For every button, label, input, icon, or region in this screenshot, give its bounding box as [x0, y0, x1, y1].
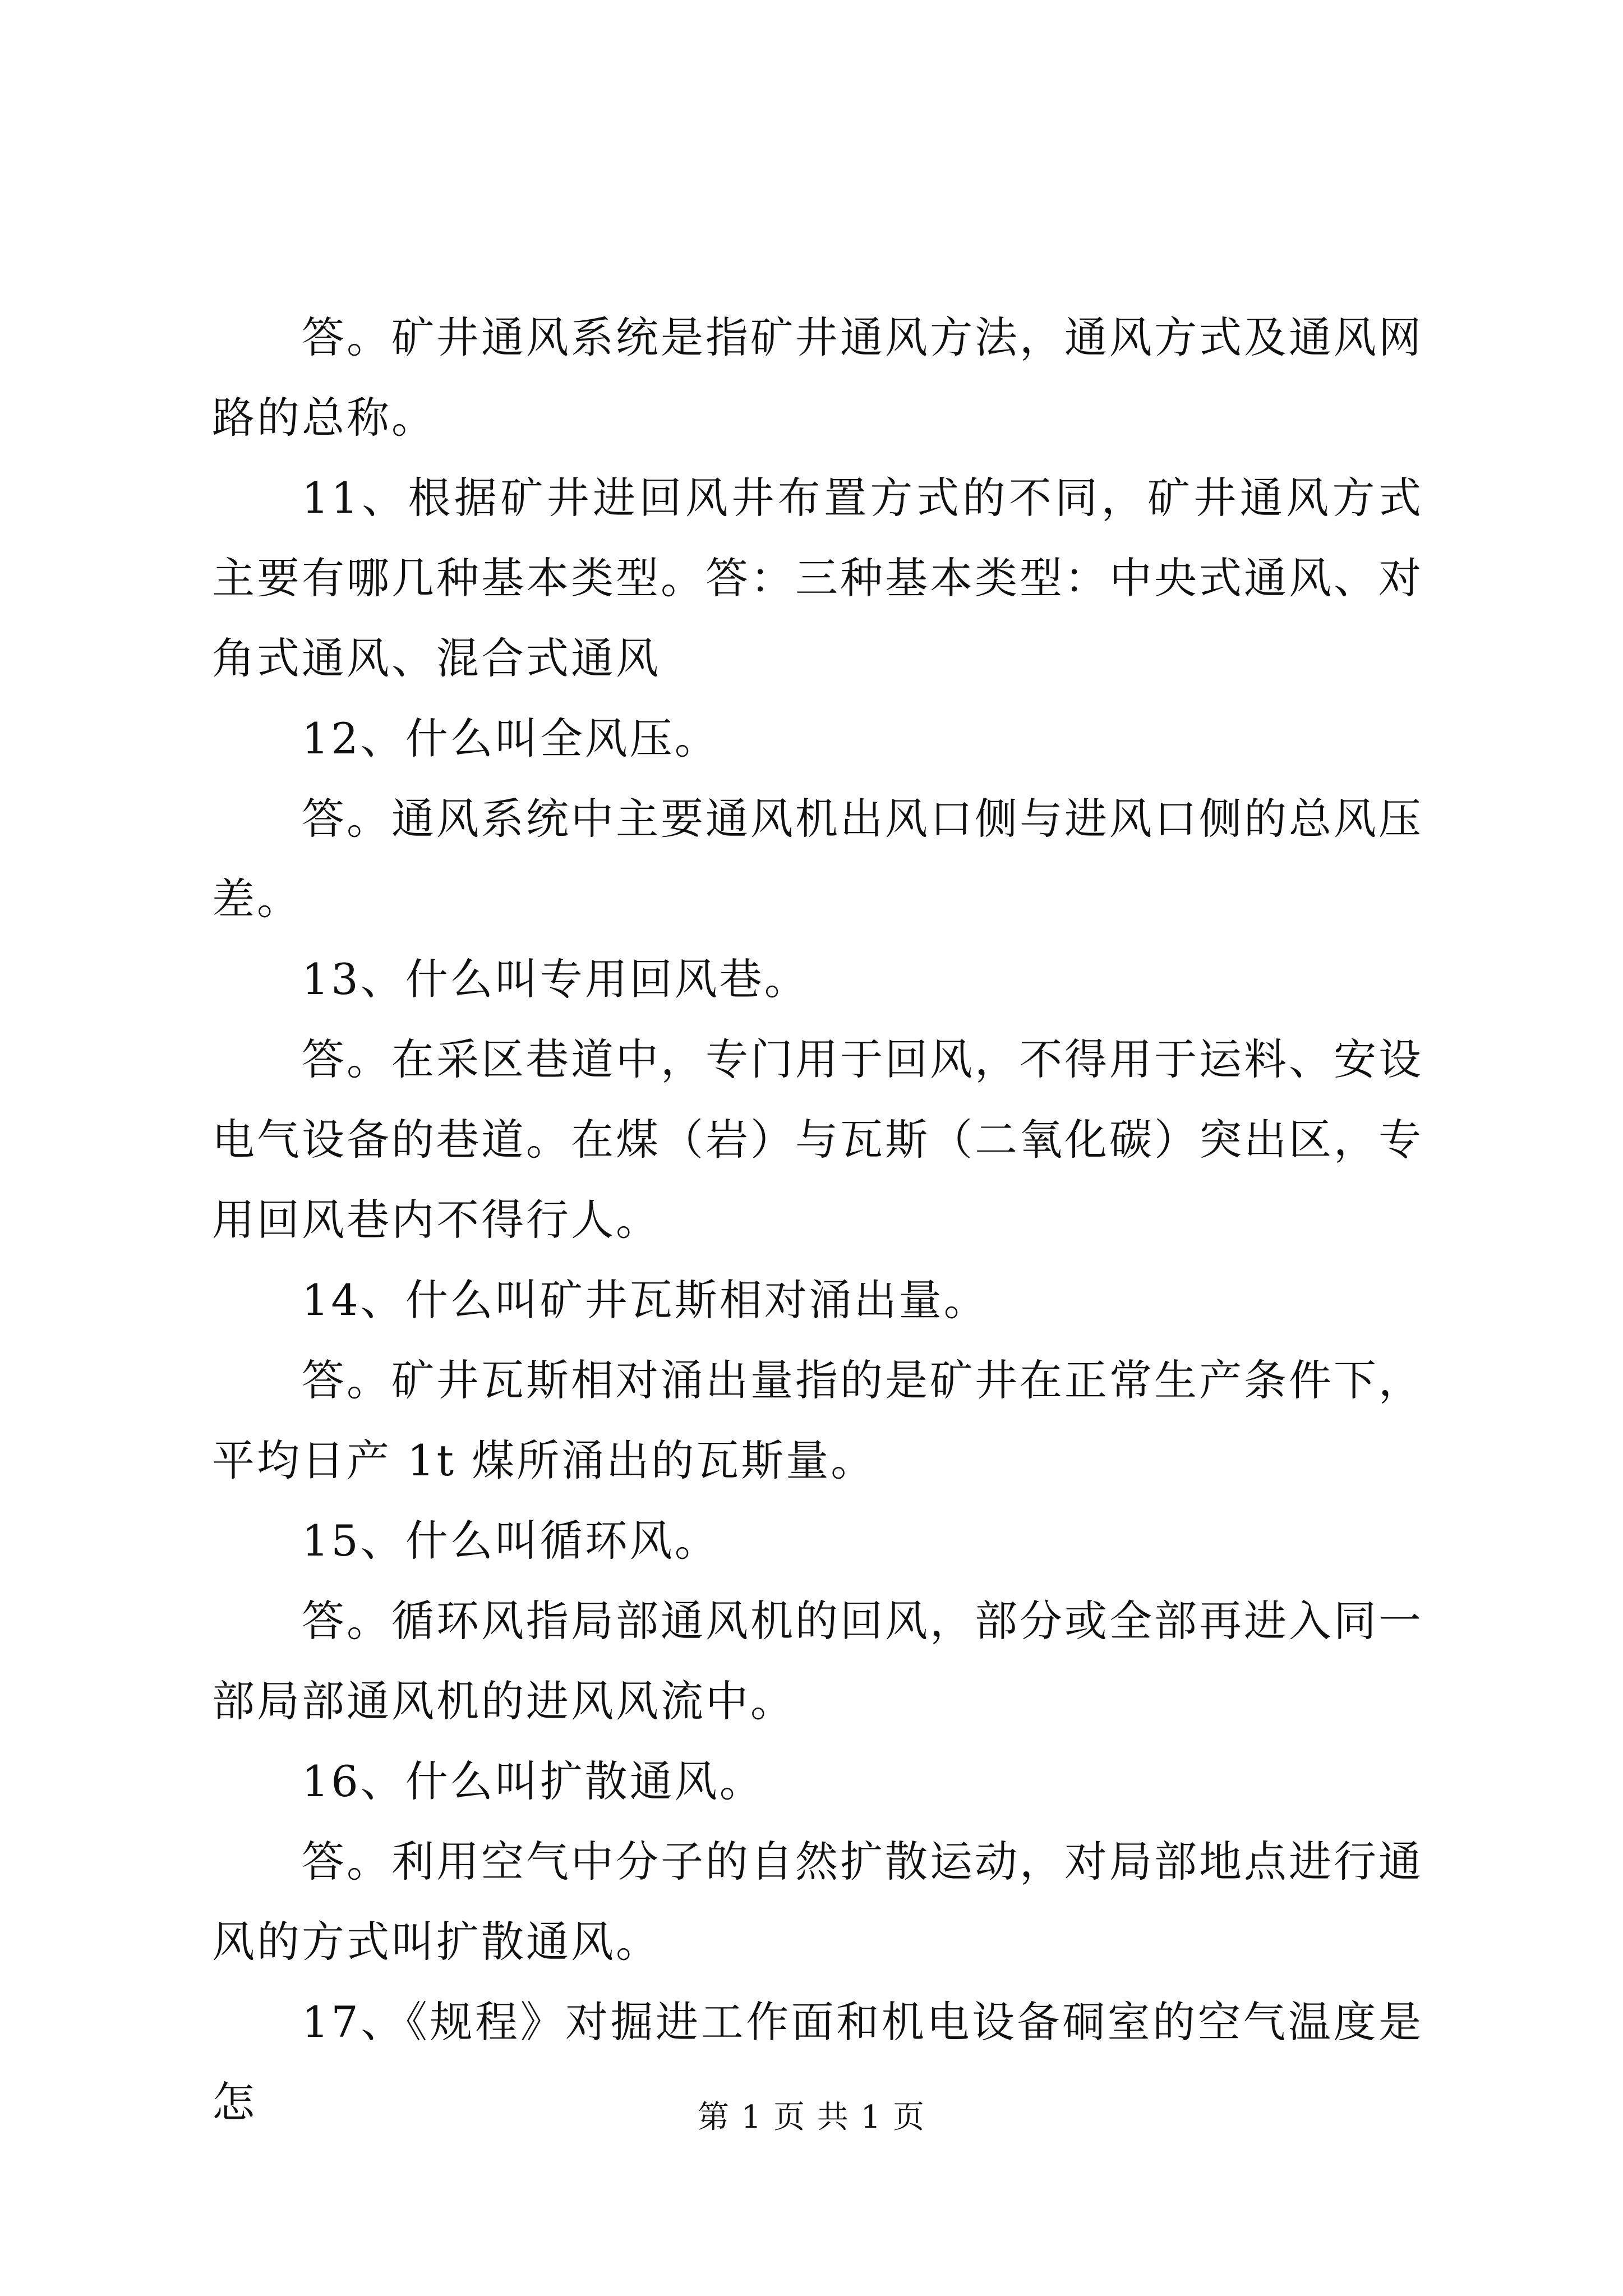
- paragraph-answer-13: 答。在采区巷道中，专门用于回风，不得用于运料、安设电气设备的巷道。在煤（岩）与瓦斯（二氧化碳）突出区，专用回风巷内不得行人。: [212, 1034, 1423, 1245]
- paragraph-question-13: 13、什么叫专用回风巷。: [302, 954, 809, 1004]
- paragraph-question-14: 14、什么叫矿井瓦斯相对涌出量。: [302, 1275, 989, 1325]
- paragraph-question-11: 11、根据矿井进回风井布置方式的不同，矿井通风方式主要有哪几种基本类型。答：三种基本类型：中央式通风、对角式通风、混合式通风: [212, 473, 1423, 683]
- paragraph-answer-16: 答。利用空气中分子的自然扩散运动，对局部地点进行通风的方式叫扩散通风。: [212, 1837, 1423, 1967]
- paragraph-question-15: 15、什么叫循环风。: [302, 1516, 720, 1566]
- paragraph-answer-15: 答。循环风指局部通风机的回风，部分或全部再进入同一部局部通风机的进风风流中。: [212, 1596, 1423, 1726]
- page-footer: 第 1 页 共 1 页: [697, 2099, 926, 2136]
- paragraph-question-17: 17、《规程》对掘进工作面和机电设备硐室的空气温度是怎: [212, 1997, 1423, 2127]
- paragraph-answer-12: 答。通风系统中主要通风机出风口侧与进风口侧的总风压差。: [212, 794, 1423, 924]
- paragraph-question-12: 12、什么叫全风压。: [302, 714, 720, 763]
- paragraph-answer-10: 答。矿井通风系统是指矿井通风方法，通风方式及通风网路的总称。: [212, 312, 1423, 443]
- document-body: [212, 297, 1423, 2142]
- paragraph-question-16: 16、什么叫扩散通风。: [302, 1756, 764, 1806]
- paragraph-answer-14: 答。矿井瓦斯相对涌出量指的是矿井在正常生产条件下，平均日产 1t 煤所涌出的瓦斯量。: [212, 1355, 1423, 1485]
